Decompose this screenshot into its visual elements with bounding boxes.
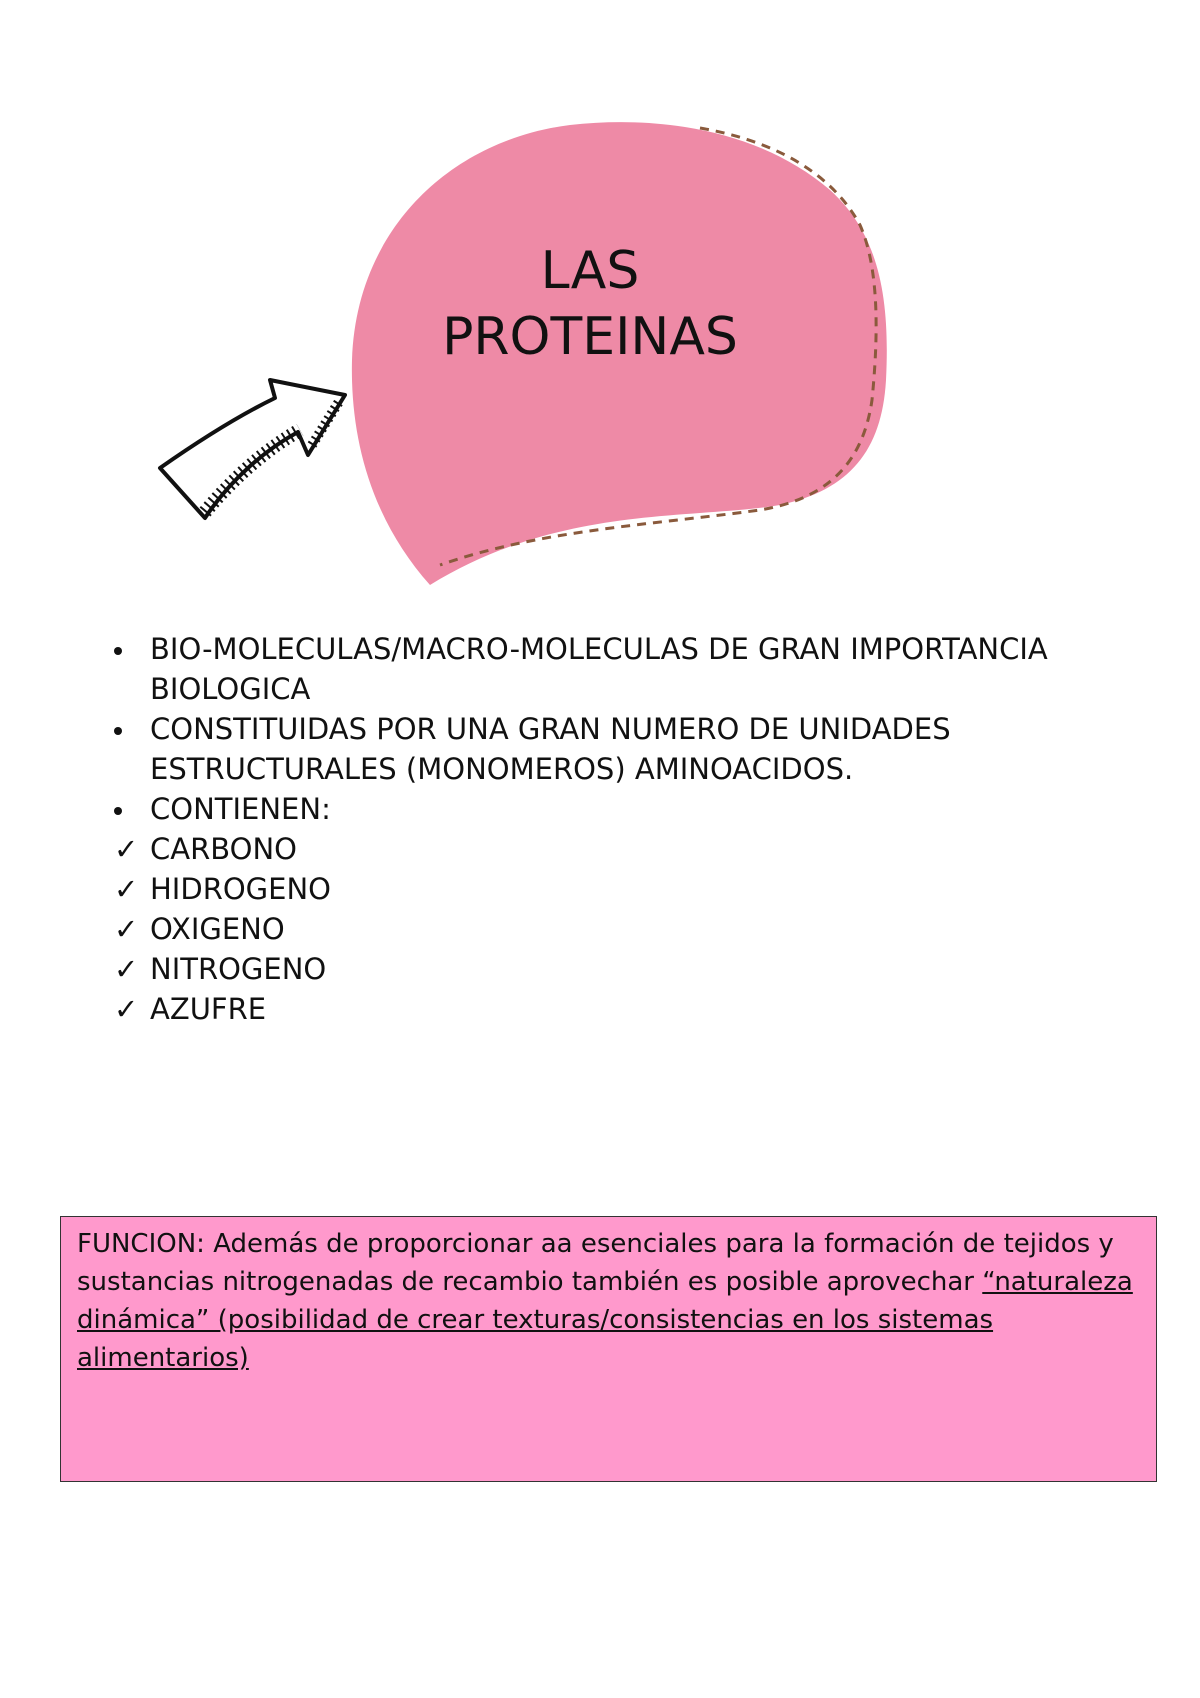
title-line-1: LAS: [540, 241, 640, 301]
title-line-2: PROTEINAS: [442, 307, 738, 367]
check-icon: ✓: [114, 832, 139, 866]
list-item: [110, 829, 1170, 869]
list-item: [110, 909, 1170, 949]
list-item: [110, 869, 1170, 909]
list-item: [110, 949, 1170, 989]
element-text: AZUFRE: [150, 992, 267, 1026]
arrow-icon: [160, 380, 345, 518]
function-text: FUNCION: Además de proporcionar aa esenciales para la formación de tejidos y sustancias nitrogenadas de recambio también es posible aprovechar: [77, 1229, 1114, 1297]
bullet-text: BIO-MOLECULAS/MACRO-MOLECULAS DE GRAN IMPORTANCIA BIOLOGICA: [150, 632, 1048, 706]
element-text: CARBONO: [150, 832, 297, 866]
check-icon: ✓: [114, 872, 139, 906]
check-icon: ✓: [114, 992, 139, 1026]
page-title: [380, 238, 800, 370]
bullet-icon: [114, 727, 122, 735]
list-item: [110, 989, 1170, 1029]
check-icon: ✓: [114, 912, 139, 946]
bullet-text: CONTIENEN:: [150, 792, 331, 826]
bullet-icon: [114, 647, 122, 655]
function-text-underlined: “naturaleza dinámica” (posibilidad de crear texturas/consistencias en los sistemas alimentarios): [77, 1267, 1133, 1373]
check-icon: ✓: [114, 952, 139, 986]
bullet-list: [110, 629, 1170, 1029]
element-text: NITROGENO: [150, 952, 327, 986]
bullet-icon: [114, 807, 122, 815]
element-text: OXIGENO: [150, 912, 285, 946]
function-box: [60, 1216, 1157, 1482]
list-item: [110, 709, 1170, 789]
element-text: HIDROGENO: [150, 872, 331, 906]
content-list-section: [110, 629, 1170, 1029]
bullet-text: CONSTITUIDAS POR UNA GRAN NUMERO DE UNIDADES ESTRUCTURALES (MONOMEROS) AMINOACIDOS.: [150, 712, 951, 786]
list-item: [110, 629, 1170, 709]
list-item: [110, 789, 1170, 829]
